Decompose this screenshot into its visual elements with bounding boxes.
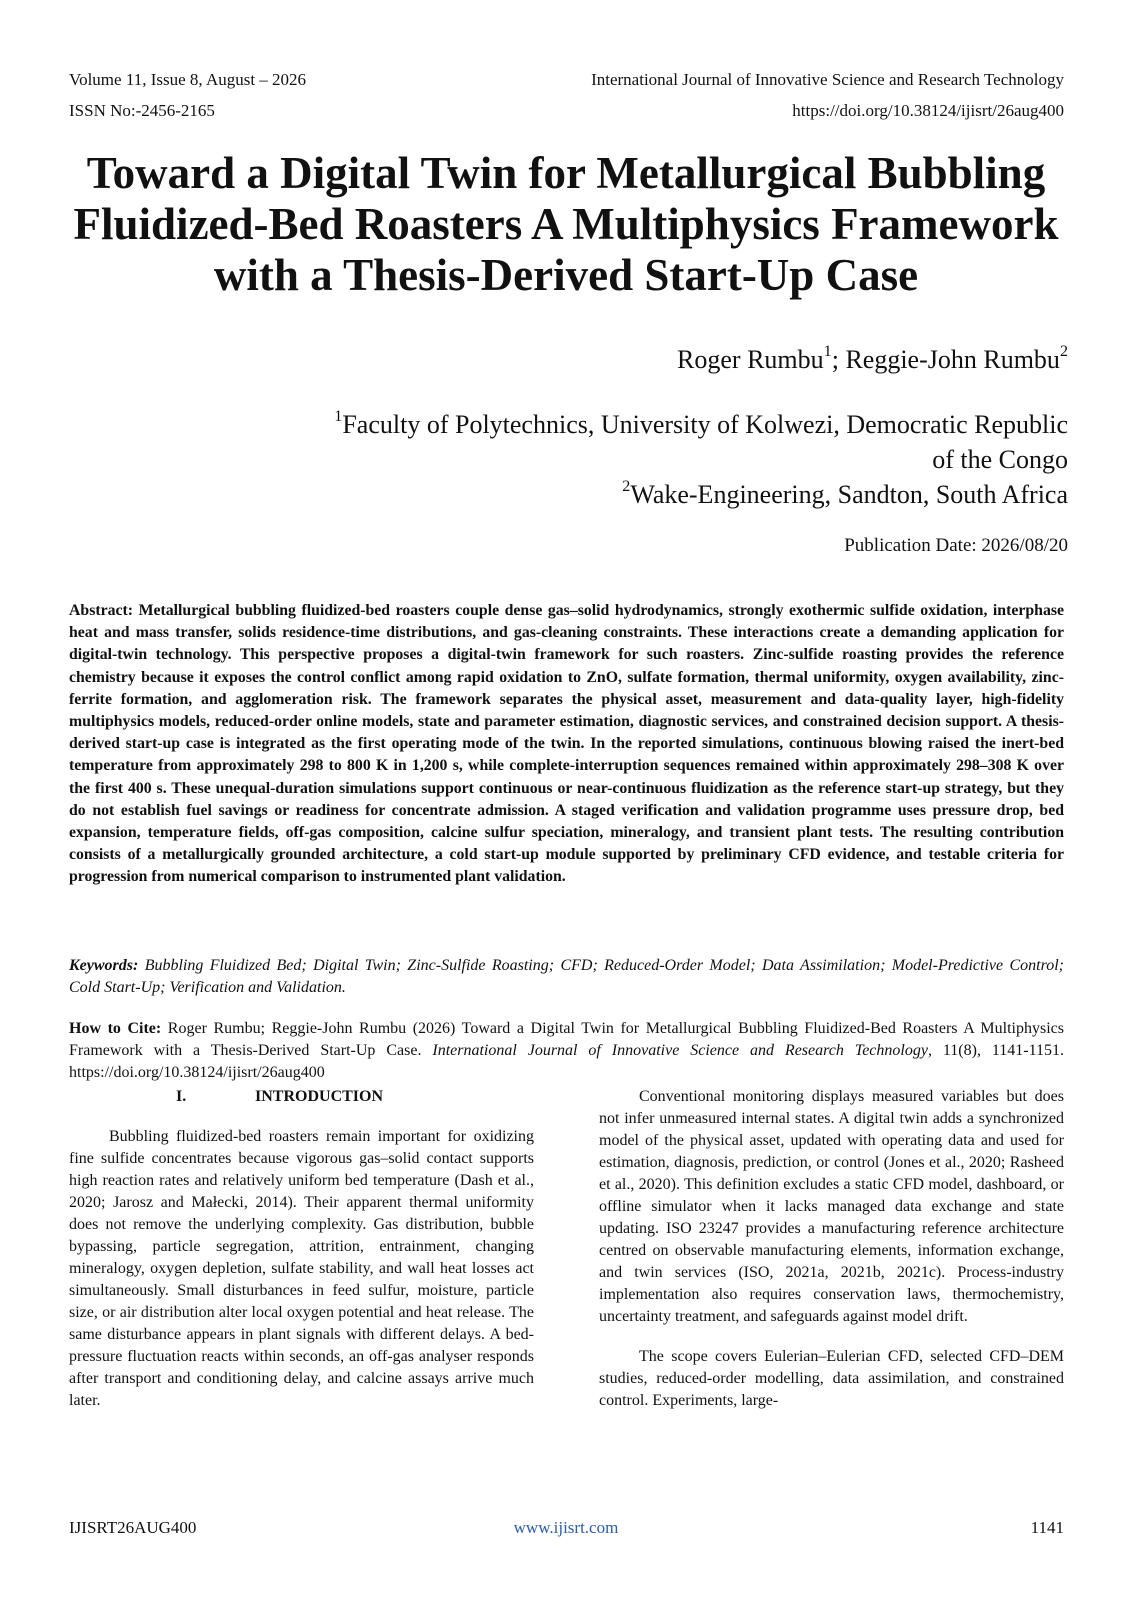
author-list	[677, 344, 1068, 376]
footer-website-link[interactable]: www.ijisrt.com	[513, 1518, 619, 1537]
section-heading	[69, 1086, 534, 1108]
author-affiliation-marker: 2	[1059, 342, 1068, 360]
how-to-cite-label: How to Cite:	[69, 1020, 162, 1037]
body-paragraph: The scope covers Eulerian–Eulerian CFD, selected CFD–DEM studies, reduced-order modelling, data assimilation, and constrained control. Experiments, large-	[599, 1348, 1064, 1409]
citation-details: , 11(8), 1141-1151. https://doi.org/10.38124/ijisrt/26aug400	[69, 1042, 1065, 1081]
affiliation-item	[308, 477, 1068, 512]
abstract-text: Metallurgical bubbling fluidized-bed roasters couple dense gas–solid hydrodynamics, strongly exothermic sulfide oxidation, interphase heat and mass transfer, solids residence-time distributions, and gas-cleaning constraints. These interactions create a demanding application for digital-twin technology. This perspective proposes a digital-twin framework for such roasters. Zinc-sulfide roasting provides the reference chemistry because it exposes the control conflict among rapid oxidation to ZnO, sulfate formation, thermal uniformity, oxygen availability, zinc-ferrite formation, and agglomeration risk. The framework separates the physical asset, measurement and data-quality layer, high-fidelity multiphysics models, reduced-order online models, state and parameter estimation, diagnostic services, and constrained decision support. A thesis-derived start-up case is integrated as the first operating mode of the twin. In the reported simulations, continuous blowing raised the inert-bed temperature from approximately 298 to 800 K in 1,200 s, while complete-interruption sequences remained within approximately 298–308 K over the first 400 s. These unequal-duration simulations support continuous or near-continuous fluidization as the reference start-up strategy, but they do not establish fuel savings or readiness for concentrate admission. A staged verification and validation programme uses pressure drop, bed expansion, temperature fields, off-gas composition, calcine sulfur speciation, mineralogy, and transient plant tests. The resulting contribution consists of a metallurgically grounded architecture, a cold start-up module supported by preliminary CFD evidence, and testable criteria for progression from numerical comparison to instrumented plant validation.	[69, 602, 1064, 886]
header-volume: Volume 11, Issue 8, August – 2026	[69, 70, 307, 89]
footer-page-number: 1141	[1030, 1518, 1064, 1537]
citation-text: Roger Rumbu; Reggie-John Rumbu (2026) Toward a Digital Twin for Metallurgical Bubbling Fluidized-Bed Roasters A Multiphysics Framework with a Thesis-Derived Start-Up Case.	[69, 1020, 1064, 1059]
citation-journal: International Journal of Innovative Science and Research Technology	[432, 1042, 928, 1059]
affiliation-marker: 1	[334, 407, 343, 425]
affiliation-item	[308, 407, 1068, 477]
body-paragraph: Conventional monitoring displays measured variables but does not infer unmeasured internal states. A digital twin adds a synchronized model of the physical asset, updated with operating data and used for estimation, diagnosis, prediction, or control (Jones et al., 2020; Rasheed et al., 2020). This definition excludes a static CFD model, dashboard, or offline simulator when it lacks managed data exchange and state updating. ISO 23247 provides a manufacturing reference architecture centred on observable manufacturing elements, information exchange, and twin services (ISO, 2021a, 2021b, 2021c). Process-industry implementation also requires conservation laws, thermochemistry, uncertainty treatment, and safeguards against model drift.	[599, 1088, 1064, 1325]
author-separator: ;	[831, 345, 846, 374]
abstract-label: Abstract:	[69, 602, 134, 619]
footer-paper-id: IJISRT26AUG400	[69, 1518, 197, 1537]
publication-date: Publication Date: 2026/08/20	[844, 535, 1068, 556]
author-affiliation-marker: 1	[823, 342, 832, 360]
affiliation-list	[308, 407, 1068, 512]
header-issn: ISSN No:-2456-2165	[69, 101, 215, 120]
right-column	[599, 1086, 1064, 1430]
keywords-label: Keywords:	[69, 957, 139, 974]
affiliation-marker: 2	[622, 477, 631, 495]
section-number: I.	[176, 1088, 187, 1105]
paper-title: Toward a Digital Twin for Metallurgical Bubbling Fluidized-Bed Roasters A Multiphysics Framework with a Thesis-Derived Start-Up Case	[73, 148, 1059, 300]
how-to-cite	[69, 1018, 1064, 1084]
affiliation-text: Wake-Engineering, Sandton, South Africa	[630, 480, 1068, 509]
author-name: Roger Rumbu	[677, 345, 824, 374]
left-column	[69, 1086, 534, 1430]
keywords-text: Bubbling Fluidized Bed; Digital Twin; Zinc-Sulfide Roasting; CFD; Reduced-Order Model; Data Assimilation; Model-Predictive Control; Cold Start-Up; Verification and Validation.	[69, 957, 1064, 996]
affiliation-text: Faculty of Polytechnics, University of Kolwezi, Democratic Republic of the Congo	[342, 410, 1068, 474]
body-paragraph: Bubbling fluidized-bed roasters remain important for oxidizing fine sulfide concentrates because vigorous gas–solid contact supports high reaction rates and relatively uniform bed temperature (Dash et al., 2020; Jarosz and Małecki, 2014). Their apparent thermal uniformity does not remove the underlying complexity. Gas distribution, bubble bypassing, particle segregation, attrition, entrainment, changing mineralogy, oxygen depletion, sulfate stability, and wall heat losses act simultaneously. Small disturbances in feed sulfur, moisture, particle size, or air distribution alter local oxygen potential and heat release. The same disturbance appears in plant signals with different delays. A bed-pressure fluctuation reacts within seconds, an off-gas analyser responds after transport and conditioning delay, and calcine assays arrive much later.	[69, 1128, 534, 1409]
header-doi-link[interactable]: https://doi.org/10.38124/ijisrt/26aug400	[792, 101, 1064, 120]
section-title: INTRODUCTION	[255, 1088, 384, 1105]
header-journal-name: International Journal of Innovative Science and Research Technology	[591, 70, 1064, 89]
abstract	[69, 600, 1064, 889]
author-name: Reggie-John Rumbu	[845, 345, 1060, 374]
keywords	[69, 955, 1064, 999]
